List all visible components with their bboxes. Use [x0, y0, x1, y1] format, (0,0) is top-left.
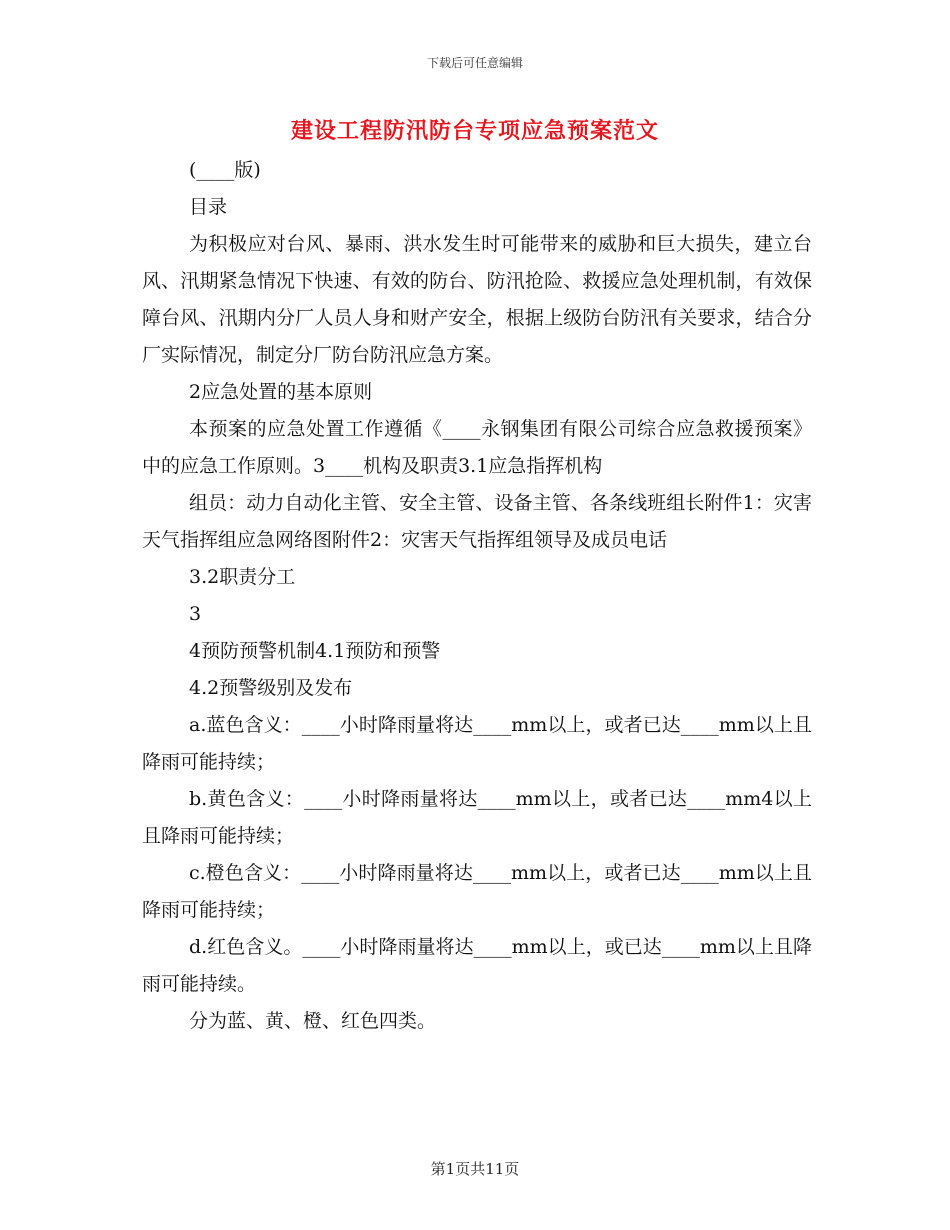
section-3-line: 3	[189, 603, 202, 625]
document-title: 建设工程防汛防台专项应急预案范文	[290, 118, 659, 144]
warning-orange: c.橙色含义：____小时降雨量将达____mm以上，或者已达____mm以上且降雨可能持续；	[142, 862, 812, 921]
edition-line: (____版)	[189, 159, 261, 181]
warning-blue: a.蓝色含义：____小时降雨量将达____mm以上，或者已达____mm以上且降雨可能持续；	[142, 714, 812, 773]
intro-paragraph: 为积极应对台风、暴雨、洪水发生时可能带来的威胁和巨大损失，建立台风、汛期紧急情况下快速、有效的防台、防汛抢险、救援应急处理机制，有效保障台风、汛期内分厂人员人身和财产安全，根据上级防台防汛有关要求，结合分厂实际情况，制定分厂防台防汛应急方案。	[142, 233, 812, 366]
toc-heading: 目录	[189, 196, 228, 218]
members-paragraph: 组员：动力自动化主管、安全主管、设备主管、各条线班组长附件1：灾害天气指挥组应急网络图附件2：灾害天气指挥组领导及成员电话	[142, 492, 812, 551]
page-footer: 第1页共11页	[430, 1160, 520, 1178]
section-2-heading: 2应急处置的基本原则	[189, 381, 373, 403]
warning-yellow: b.黄色含义：____小时降雨量将达____mm以上，或者已达____mm4以上且降雨可能持续；	[142, 788, 812, 847]
warning-classes: 分为蓝、黄、橙、红色四类。	[189, 1010, 437, 1032]
warning-red: d.红色含义。____小时降雨量将达____mm以上，或已达____mm以上且降雨可能持续。	[142, 936, 812, 995]
page-header-note: 下载后可任意编辑	[426, 56, 523, 70]
section-2-paragraph: 本预案的应急处置工作遵循《____永钢集团有限公司综合应急救援预案》中的应急工作原则。3____机构及职责3.1应急指挥机构	[142, 418, 812, 477]
document-body	[142, 152, 812, 1040]
section-4-2-heading: 4.2预警级别及发布	[189, 677, 353, 699]
section-3-2-heading: 3.2职责分工	[189, 566, 296, 588]
section-4-heading: 4预防预警机制4.1预防和预警	[189, 640, 441, 662]
